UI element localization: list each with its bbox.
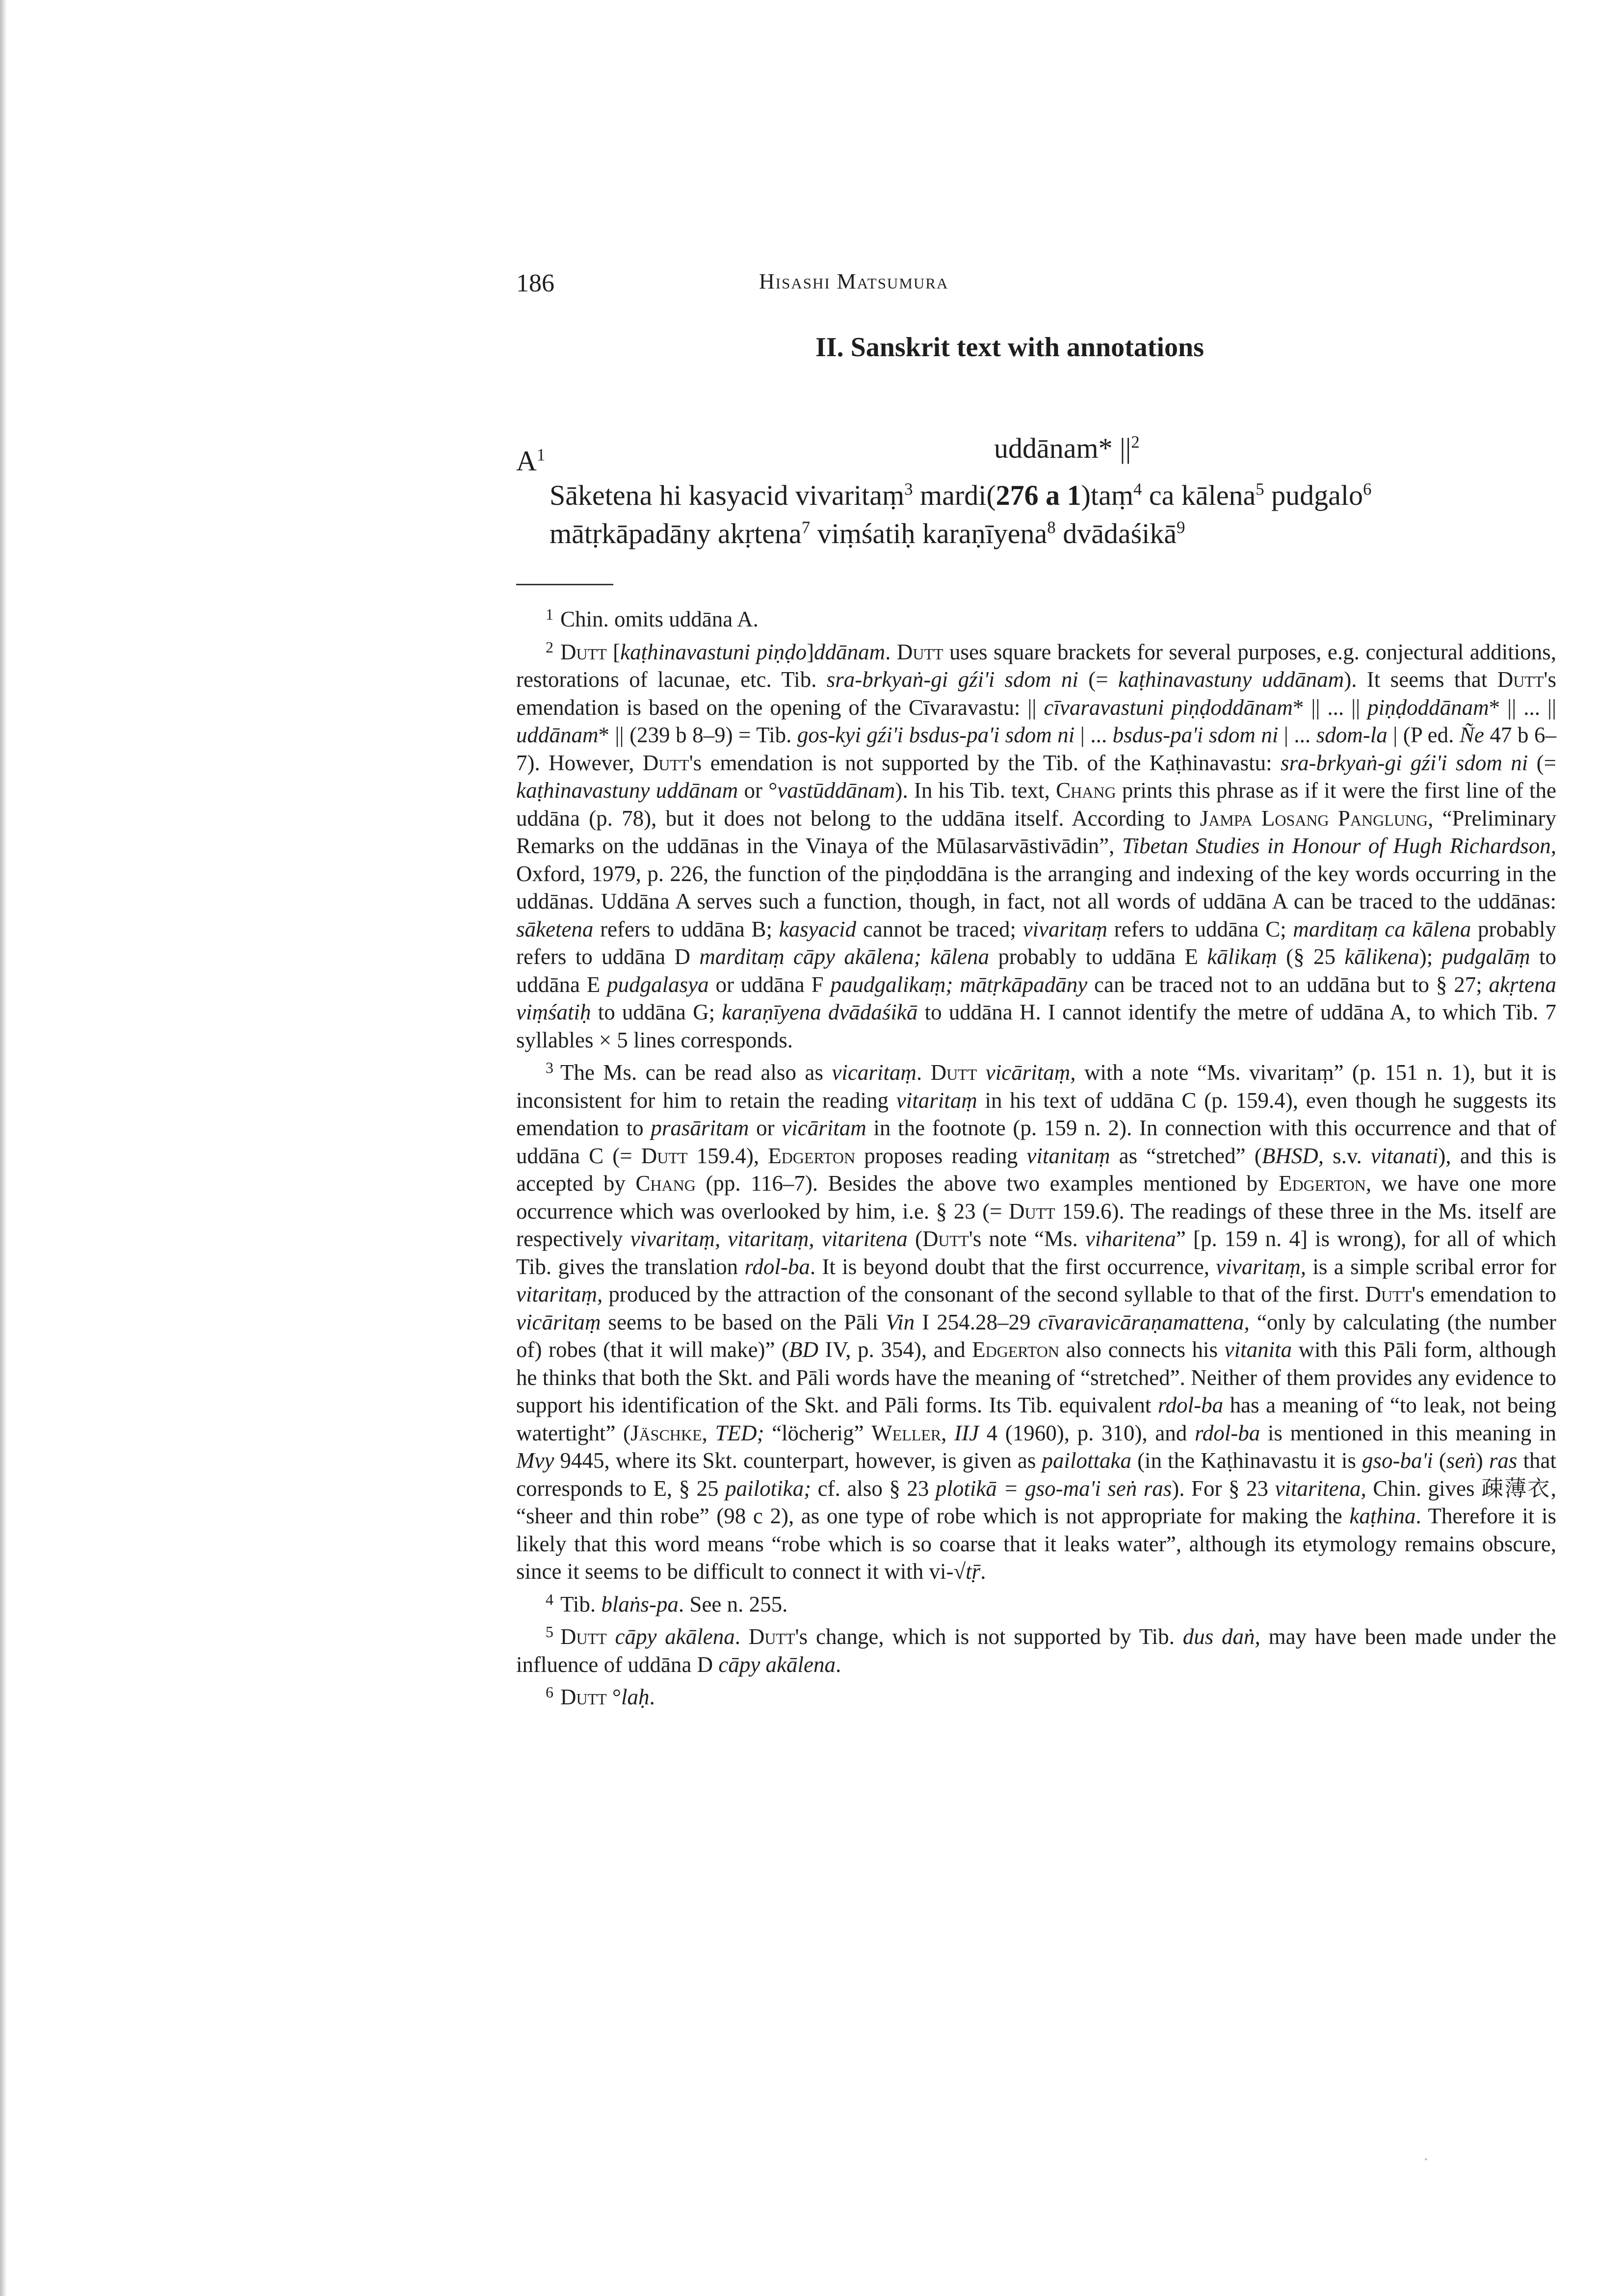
author-name: Jampa Losang Panglung (1200, 806, 1428, 831)
text-run: . (980, 1559, 986, 1584)
footnote-ref: 3 (904, 479, 913, 499)
italic-text: karaṇīyena dvādaśikā (722, 1000, 918, 1024)
author-name: Dutt (748, 1624, 795, 1649)
text-run: proposes reading (855, 1143, 1027, 1168)
footnote-5 (516, 1618, 1556, 1678)
italic-text: IIJ (954, 1420, 979, 1445)
text-run: is mentioned in this meaning in (1260, 1420, 1557, 1445)
italic-text: BHSD, (1261, 1143, 1324, 1168)
text-run: )taṃ (1081, 479, 1133, 511)
text-run: s.v. (1323, 1143, 1371, 1168)
text-run: (in the Kaṭhinavastu it is (1131, 1448, 1362, 1473)
author-name: Dutt (560, 1685, 607, 1709)
text-run: , (941, 1420, 955, 1445)
italic-text: vicaritaṃ (832, 1060, 917, 1085)
italic-text: vitaritena, (1275, 1476, 1366, 1501)
text-run: * || ... || (1489, 695, 1556, 720)
italic-text: blaṅs-pa (601, 1592, 679, 1617)
running-head (516, 269, 1282, 303)
text-run: cf. also § 23 (811, 1476, 936, 1501)
italic-text: pailottaka (1042, 1448, 1131, 1473)
author-name: Chang (635, 1171, 696, 1196)
text-run: , (702, 1420, 715, 1445)
text-run: is a simple scribal error for (1306, 1254, 1556, 1279)
italic-text: vivaritaṃ (1022, 916, 1108, 941)
italic-text: vastūddānam (777, 778, 895, 803)
text-run: with this Pāli form, although he thinks that both the Skt. and Pāli words have the meaning of “stretched”. Neither of them provides any evidence to support his identification of the Skt. and Pāli forms. Its Tib. equivalent (516, 1337, 1557, 1417)
text-run: “löcherig” (764, 1420, 872, 1445)
text-run: . It is beyond doubt that the first occurrence, (810, 1254, 1216, 1279)
text-run: ); (1419, 944, 1442, 969)
verse-line-2 (550, 517, 1185, 550)
italic-text: vicāritam (782, 1116, 866, 1140)
italic-text: vivaritaṃ, vitaritaṃ, vitaritena (630, 1226, 908, 1251)
italic-text: rdol-ba (1157, 1393, 1224, 1417)
text-run: mātṛkāpadāny akṛtena (550, 518, 802, 549)
text-run: * || ... || (1292, 695, 1368, 720)
italic-text: vitanitaṃ (1026, 1143, 1110, 1168)
italic-text: cīvaravicāraṇamattena, (1038, 1309, 1250, 1334)
author-name: Dutt (560, 1624, 607, 1649)
text-run: ° (606, 1685, 621, 1709)
text-run: “only by calculating (the number of) robes (that it will make)” ( (516, 1309, 1556, 1362)
text-run: with a note “Ms. vivaritaṃ” (p. 151 n. 1), but it is inconsistent for him to retain the reading (516, 1060, 1557, 1113)
italic-text: pudgalasya (607, 972, 709, 997)
italic-text: piṇḍoddānam (1367, 695, 1489, 720)
italic-text: vitanita (1224, 1337, 1292, 1362)
text-run: ). For § 23 (1172, 1476, 1275, 1501)
italic-text: uddānam (516, 723, 599, 747)
folio-ref: 276 a 1 (995, 479, 1081, 511)
text-run: (pp. 116–7). Besides the above two examples mentioned by (695, 1171, 1279, 1196)
italic-text: Tibetan Studies in Honour of Hugh Richardson, (1122, 834, 1556, 858)
italic-text: akṛtena viṃśatiḥ (516, 972, 1557, 1024)
footnote-ref: 5 (1256, 479, 1264, 499)
text-run: ) (1475, 1448, 1489, 1473)
text-run: | (P ed. (1387, 723, 1460, 747)
author-name: Dutt (642, 750, 689, 775)
text-run: uses square brackets for several purposes, e.g. conjectural additions, restorations of lacunae, etc. Tib. (516, 639, 1556, 692)
footnote-1 (516, 600, 1556, 633)
scan-shadow (0, 0, 7, 2296)
text-run: (= (1078, 667, 1118, 692)
italic-text: marditaṃ ca kālena (1293, 916, 1471, 941)
author-name: Dutt (560, 639, 607, 664)
footnote-ref: 4 (1133, 479, 1142, 499)
text-run: can be traced not to an uddāna but to § 27; (1087, 972, 1489, 997)
italic-text: Mvy (516, 1448, 554, 1473)
text-run: . (836, 1652, 841, 1677)
italic-text: kaṭhinavastuni piṇḍo (620, 639, 807, 664)
text-run: ( (1433, 1448, 1446, 1473)
italic-text: kaṭhina (1349, 1504, 1416, 1528)
footnotes (516, 600, 1556, 1711)
author-name: Chang (1056, 778, 1116, 803)
italic-text: laḥ (621, 1685, 650, 1709)
text-run: IV, p. 354), and (818, 1337, 972, 1362)
text-run: or uddāna F (708, 972, 831, 997)
footnote-ref: 8 (1047, 518, 1056, 537)
footnote-number: 5 (546, 1623, 553, 1641)
text-run: Oxford, 1979, p. 226, the function of the piṇḍoddāna is the arranging and indexing of the key words occurring in the uddānas. Uddāna A serves such a function, though, in fact, not all words of uddāna A can be traced to the uddānas: (516, 861, 1556, 913)
text-run: refers to uddāna C; (1107, 916, 1293, 941)
text-run: in the footnote (p. 159 n. 2). In connection with this occurrence and that of uddāna C (= (516, 1116, 1556, 1168)
author-name: Weller (871, 1420, 942, 1445)
text-run: 's emendation is based on the opening of the Cīvaravastu: || (516, 667, 1557, 720)
text-run: (§ 25 (1277, 944, 1345, 969)
text-run: or ° (738, 778, 778, 803)
text-run: to uddāna H. I cannot identify the metre of uddāna A, to which Tib. 7 syllables × 5 lines corresponds. (516, 1000, 1556, 1052)
author-name: Dutt (930, 1060, 977, 1085)
text-run: . (885, 639, 897, 664)
footnote-number: 3 (546, 1059, 553, 1076)
verse-line-1 (550, 479, 1371, 512)
author-name: Dutt (1365, 1282, 1412, 1306)
italic-text: viharitena (1085, 1226, 1176, 1251)
italic-text: tṝ (966, 1559, 981, 1584)
italic-text: pudgalāṃ (1441, 944, 1530, 969)
text-run: 4 (1960), p. 310), and (978, 1420, 1195, 1445)
italic-text: vivaritaṃ, (1216, 1254, 1307, 1279)
text-run: pudgalo (1264, 479, 1363, 511)
text-run: | ... (1278, 723, 1316, 747)
italic-text: bsdus-pa'i sdom ni (1112, 723, 1279, 747)
footnote-ref: 1 (536, 445, 546, 465)
text-run: cannot be traced; (856, 916, 1023, 941)
text-run: ” [p. 159 n. 4] is wrong), for all of which Tib. gives the translation (516, 1226, 1556, 1279)
author-name: Dutt (1497, 667, 1544, 692)
footnote-rule (516, 584, 613, 585)
page-number: 186 (516, 269, 554, 297)
text-run: 159.6). The readings of these three in the Ms. itself are respectively (516, 1199, 1556, 1251)
italic-text: sra-brkyaṅ-gi gźi'i sdom ni (826, 667, 1078, 692)
italic-text: vitaritaṃ, (516, 1282, 603, 1306)
author-name: Edgerton (768, 1143, 856, 1168)
text-run: . Therefore it is likely that this word means “robe which is so coarse that it leaks water”, although its etymology remains obscure, since it seems to be difficult to connect it with vi-√ (516, 1504, 1556, 1584)
italic-text: ddānam (814, 639, 886, 664)
italic-text: vitanati (1370, 1143, 1439, 1168)
italic-text: gso-ba'i (1362, 1448, 1433, 1473)
italic-text: sdom-la (1316, 723, 1388, 747)
italic-text: kālikaṃ (1207, 944, 1277, 969)
text-run: that corresponds to E, § 25 (516, 1448, 1556, 1501)
text-run: ( (907, 1226, 922, 1251)
text-run: to uddāna G; (591, 1000, 722, 1024)
text-run: as “stretched” ( (1110, 1143, 1262, 1168)
text-run: Sāketena hi kasyacid vivaritaṃ (550, 479, 905, 511)
footnote-ref: 9 (1177, 518, 1185, 537)
italic-text: rdol-ba (1194, 1420, 1260, 1445)
text-run: (= (1528, 750, 1556, 775)
author-name: Dutt (922, 1226, 969, 1251)
footnote-2 (516, 633, 1556, 1054)
italic-text: Vin (886, 1309, 915, 1334)
scan-mark: · (1423, 2149, 1429, 2170)
text-run: has a meaning of “to leak, not being watertight” ( (516, 1393, 1556, 1445)
text-run: 's change, which is not supported by Tib. (795, 1624, 1183, 1649)
text-run: to uddāna E (516, 944, 1556, 997)
text-run: * || (239 b 8–9) = Tib. (598, 723, 797, 747)
italic-text: kaṭhinavastuny uddānam (516, 778, 738, 803)
author-name: Edgerton (1279, 1171, 1366, 1196)
text-run: Chin. gives 疎薄衣, “sheer and thin robe” (98 c 2), as one type of robe which is not appropriate for making the (516, 1476, 1557, 1528)
italic-text: cāpy akālena (718, 1652, 836, 1677)
text-run: . (649, 1685, 655, 1709)
text-run: 47 b 6–7). However, (516, 723, 1557, 775)
text-run: viṃśatiḥ karaṇīyena (810, 518, 1048, 549)
italic-text: vicāritaṃ (516, 1309, 601, 1334)
italic-text: vicāritaṃ, (985, 1060, 1076, 1085)
text-run: , we have one more occurrence which was overlooked by him, i.e. § 23 (= (516, 1171, 1556, 1224)
text-run: , “Preliminary Remarks on the uddānas in the Vinaya of the Mūlasarvāstivādin”, (516, 806, 1556, 858)
running-head-author: Hisashi Matsumura (759, 269, 949, 293)
text-run: I 254.28–29 (915, 1309, 1038, 1334)
text-run: Chin. omits uddāna A. (560, 607, 759, 631)
italic-text: TED; (715, 1420, 764, 1445)
italic-text: paudgalikaṃ; mātṛkāpadāny (830, 972, 1088, 997)
text-run: ). In his Tib. text, (895, 778, 1056, 803)
text-run: 's note “Ms. (969, 1226, 1085, 1251)
italic-text: vitaritaṃ (896, 1088, 977, 1113)
text-run (977, 1060, 985, 1085)
italic-text: gos-kyi gźi'i bsdus-pa'i sdom ni (797, 723, 1075, 747)
author-name: Dutt (896, 639, 943, 664)
italic-text: ras (1489, 1448, 1518, 1473)
footnote-3 (516, 1054, 1556, 1586)
italic-text: kaṭhinavastuny uddānam (1118, 667, 1344, 692)
text-run: . See n. 255. (678, 1592, 788, 1617)
text-run: probably to uddāna E (989, 944, 1207, 969)
text-run: 's emendation to (1412, 1282, 1556, 1306)
footnote-6 (516, 1678, 1556, 1711)
text-run: 159.4), (687, 1143, 768, 1168)
text-run: produced by the attraction of the consonant of the second syllable to that of the first. (602, 1282, 1365, 1306)
footnote-number: 6 (546, 1683, 553, 1701)
text-run: 9445, where its Skt. counterpart, however, is given as (554, 1448, 1042, 1473)
text-run: may have been made under the influence of uddāna D (516, 1624, 1556, 1677)
uddana-label: $A^1$ (516, 445, 546, 477)
italic-text: prasāritam (651, 1116, 749, 1140)
footnote-4 (516, 1586, 1556, 1618)
footnote-number: 2 (546, 638, 553, 656)
italic-text: pailotika; (725, 1476, 812, 1501)
text-run: dvādaśikā (1055, 518, 1177, 549)
italic-text: seṅ (1446, 1448, 1476, 1473)
text-run (607, 1624, 615, 1649)
author-name: Edgerton (972, 1337, 1060, 1362)
italic-text: cāpy akālena (615, 1624, 735, 1649)
italic-text: kasyacid (779, 916, 857, 941)
text-run: . (916, 1060, 931, 1085)
text-run: | ... (1074, 723, 1113, 747)
author-name: Dutt (1008, 1199, 1055, 1224)
text-run: in his text of uddāna C (p. 159.4), even though he suggests its emendation to (516, 1088, 1556, 1140)
italic-text: Ñe (1459, 723, 1484, 747)
text-run: prints this phrase as if it were the first line of the uddāna (p. 78), but it does not belong to the uddāna itself. According to (516, 778, 1557, 831)
author-name: Jäschke (630, 1420, 702, 1445)
text-run: ca kālena (1142, 479, 1256, 511)
text-run: also connects his (1059, 1337, 1225, 1362)
italic-text: kālikena (1344, 944, 1419, 969)
author-name: Dutt (641, 1143, 688, 1168)
italic-text: marditaṃ cāpy akālena; kālena (699, 944, 990, 969)
italic-text: plotikā = gso-ma'i seṅ ras (935, 1476, 1172, 1501)
text-run: . (734, 1624, 749, 1649)
footnote-number: 1 (546, 605, 553, 623)
text-run: refers to uddāna B; (593, 916, 779, 941)
text-run: or (749, 1116, 782, 1140)
italic-text: cīvaravastuni piṇḍoddānam (1044, 695, 1293, 720)
italic-text: sra-brkyaṅ-gi gźi'i sdom ni (1281, 750, 1528, 775)
text-run: ] (807, 639, 814, 664)
text-run: 's emendation is not supported by the Tib. of the Kaṭhinavastu: (689, 750, 1281, 775)
footnote-number: 4 (546, 1590, 553, 1608)
italic-text: sāketena (516, 916, 594, 941)
footnote-ref: 7 (801, 518, 811, 537)
text-run: [ (606, 639, 621, 664)
text-run: probably refers to uddāna D (516, 916, 1556, 969)
italic-text: dus daṅ, (1182, 1624, 1260, 1649)
uddana-heading: uddānam* $||^2$ (994, 432, 1140, 464)
italic-text: rdol-ba (744, 1254, 810, 1279)
text-run: ), and this is accepted by (516, 1143, 1557, 1196)
text-run: mardi( (913, 479, 996, 511)
text-run: seems to be based on the Pāli (601, 1309, 886, 1334)
footnote-ref: 6 (1362, 479, 1372, 499)
text-run: Tib. (560, 1592, 602, 1617)
italic-text: BD (789, 1337, 819, 1362)
text-run: The Ms. can be read also as (560, 1060, 832, 1085)
footnote-ref: 2 (1131, 432, 1140, 452)
section-title: II. Sanskrit text with annotations (815, 332, 1204, 363)
text-run: ). It seems that (1344, 667, 1497, 692)
